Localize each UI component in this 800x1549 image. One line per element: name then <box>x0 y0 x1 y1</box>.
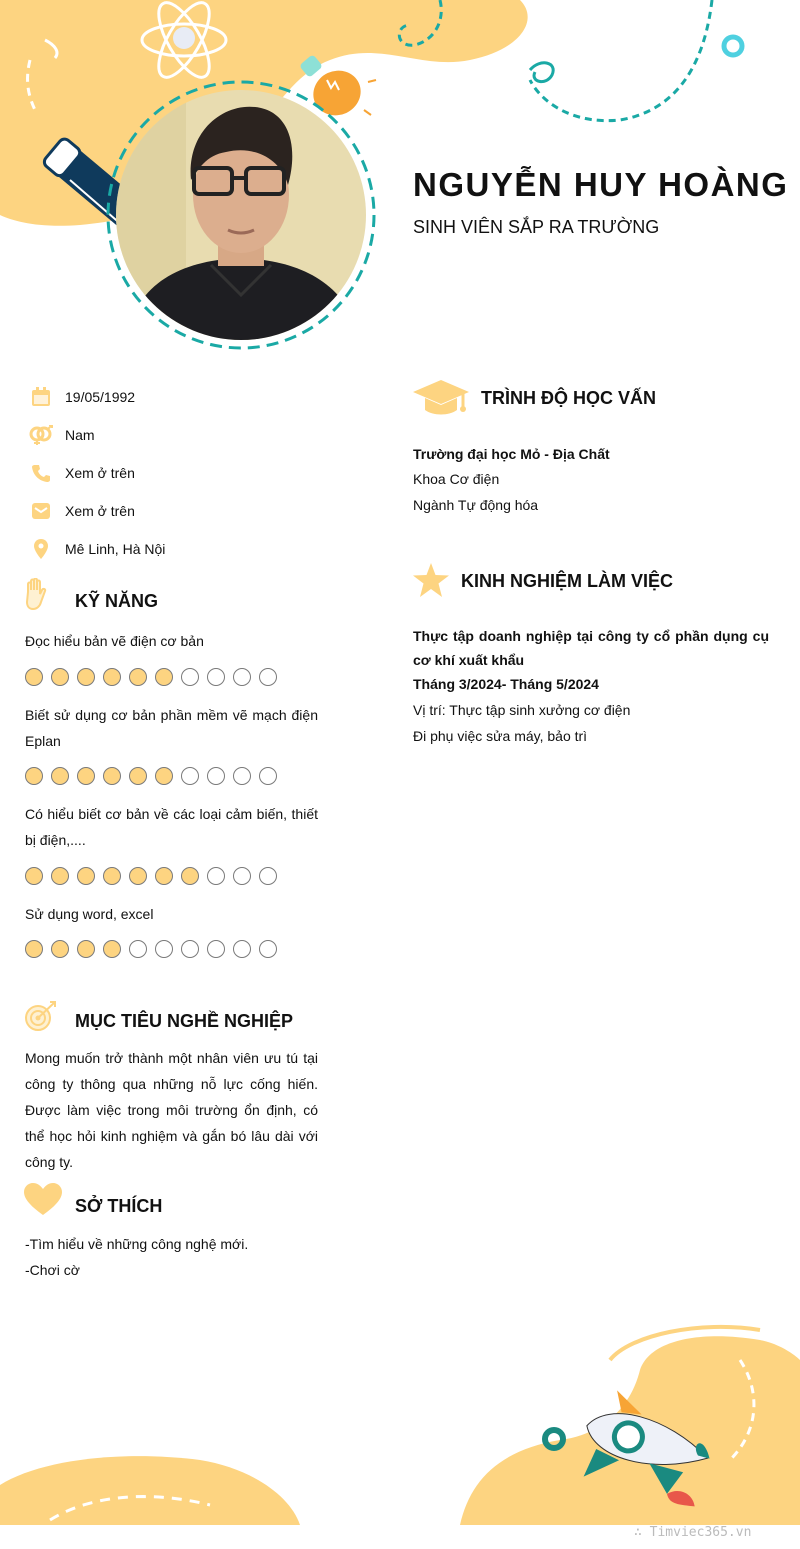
rating-dot-filled <box>25 668 43 686</box>
rating-dot-empty <box>181 767 199 785</box>
rating-dot-filled <box>51 867 69 885</box>
rating-dot-filled <box>25 867 43 885</box>
calendar-icon <box>28 385 54 409</box>
education-title: TRÌNH ĐỘ HỌC VẤN <box>481 388 656 408</box>
hobbies-title: SỞ THÍCH <box>75 1196 163 1216</box>
rating-dot-filled <box>155 668 173 686</box>
rating-dot-empty <box>259 668 277 686</box>
rating-dot-filled <box>25 940 43 958</box>
rating-dot-filled <box>103 668 121 686</box>
contact-phone-value: Xem ở trên <box>65 465 135 481</box>
skill-2-label: Biết sử dụng cơ bản phần mềm vẽ mạch điện Eplan <box>25 707 318 749</box>
candidate-name: NGUYỄN HUY HOÀNG <box>413 166 789 203</box>
objective-text: Mong muốn trở thành một nhân viên ưu tú tại công ty thông qua những nỗ lực cống hiến. Được làm việc trong môi trường ổn định, có thể học hỏi kinh nghiệm và gắn bó lâu dài với công ty. <box>25 1050 318 1170</box>
experience-position: Vị trí: Thực tập sinh xưởng cơ điện <box>413 702 631 718</box>
footer-decoration <box>0 1300 800 1525</box>
rating-dot-filled <box>103 767 121 785</box>
contact-email <box>28 498 135 524</box>
rating-dot-empty <box>233 767 251 785</box>
rating-dot-filled <box>51 940 69 958</box>
experience-period: Tháng 3/2024- Tháng 5/2024 <box>413 676 599 692</box>
rating-dot-filled <box>77 668 95 686</box>
education-major: Ngành Tự động hóa <box>413 497 539 513</box>
email-icon <box>28 499 54 523</box>
rating-dot-filled <box>51 668 69 686</box>
rating-dot-empty <box>207 668 225 686</box>
experience-title: KINH NGHIỆM LÀM VIỆC <box>461 571 674 591</box>
skill-4-label: Sử dụng word, excel <box>25 906 154 922</box>
candidate-role: SINH VIÊN SẮP RA TRƯỜNG <box>413 217 660 237</box>
hobby-1: -Tìm hiểu về những công nghệ mới. <box>25 1236 249 1252</box>
education-school: Trường đại học Mỏ - Địa Chất <box>413 446 610 462</box>
rating-dot-empty <box>207 867 225 885</box>
rating-dot-empty <box>233 940 251 958</box>
rating-dot-filled <box>77 867 95 885</box>
rating-dot-empty <box>129 940 147 958</box>
rating-dot-empty <box>233 867 251 885</box>
graduation-cap-icon <box>413 380 469 421</box>
gender-icon <box>28 423 54 447</box>
skill-1-rating <box>25 668 277 686</box>
rating-dot-filled <box>77 767 95 785</box>
location-pin-icon <box>28 537 54 561</box>
contact-phone <box>28 460 135 486</box>
hand-icon <box>24 578 48 615</box>
contact-email-value: Xem ở trên <box>65 503 135 519</box>
hobby-2: -Chơi cờ <box>25 1262 80 1278</box>
experience-duty: Đi phụ việc sửa máy, bảo trì <box>413 728 588 744</box>
rating-dot-filled <box>103 940 121 958</box>
skill-3-rating <box>25 867 277 885</box>
rating-dot-empty <box>233 668 251 686</box>
rating-dot-filled <box>51 767 69 785</box>
skill-2-rating <box>25 767 277 785</box>
rating-dot-empty <box>259 940 277 958</box>
rating-dot-empty <box>259 767 277 785</box>
skill-1-label: Đọc hiểu bản vẽ điện cơ bản <box>25 633 204 649</box>
rating-dot-filled <box>155 867 173 885</box>
star-icon <box>413 563 449 602</box>
avatar <box>116 90 366 340</box>
objective-title: MỤC TIÊU NGHỀ NGHIỆP <box>75 1011 294 1031</box>
contact-address <box>28 536 165 562</box>
rating-dot-empty <box>181 940 199 958</box>
rating-dot-filled <box>25 767 43 785</box>
heart-icon <box>24 1183 62 1220</box>
rating-dot-empty <box>181 668 199 686</box>
rating-dot-empty <box>207 940 225 958</box>
rating-dot-filled <box>155 767 173 785</box>
rating-dot-filled <box>77 940 95 958</box>
contact-gender-value: Nam <box>65 427 95 443</box>
target-icon <box>24 1000 58 1037</box>
phone-icon <box>28 461 54 485</box>
skill-4-rating <box>25 940 277 958</box>
contact-birthdate-value: 19/05/1992 <box>65 389 136 405</box>
education-faculty: Khoa Cơ điện <box>413 471 500 487</box>
rating-dot-filled <box>129 767 147 785</box>
rating-dot-empty <box>207 767 225 785</box>
rating-dot-filled <box>181 867 199 885</box>
skill-3-label: Có hiểu biết cơ bản về các loại cảm biến, thiết bị điện,.... <box>25 806 318 848</box>
rating-dot-empty <box>155 940 173 958</box>
rating-dot-filled <box>129 867 147 885</box>
experience-company: Thực tập doanh nghiệp tại công ty cổ phần dụng cụ cơ khí xuất khẩu <box>413 628 769 668</box>
watermark: ∴ Timviec365.vn <box>634 1525 752 1540</box>
rating-dot-filled <box>103 867 121 885</box>
contact-address-value: Mê Linh, Hà Nội <box>65 541 166 557</box>
contact-gender <box>28 422 95 448</box>
rating-dot-filled <box>129 668 147 686</box>
rating-dot-empty <box>259 867 277 885</box>
skills-title: KỸ NĂNG <box>75 591 159 611</box>
contact-birthdate <box>28 384 135 410</box>
